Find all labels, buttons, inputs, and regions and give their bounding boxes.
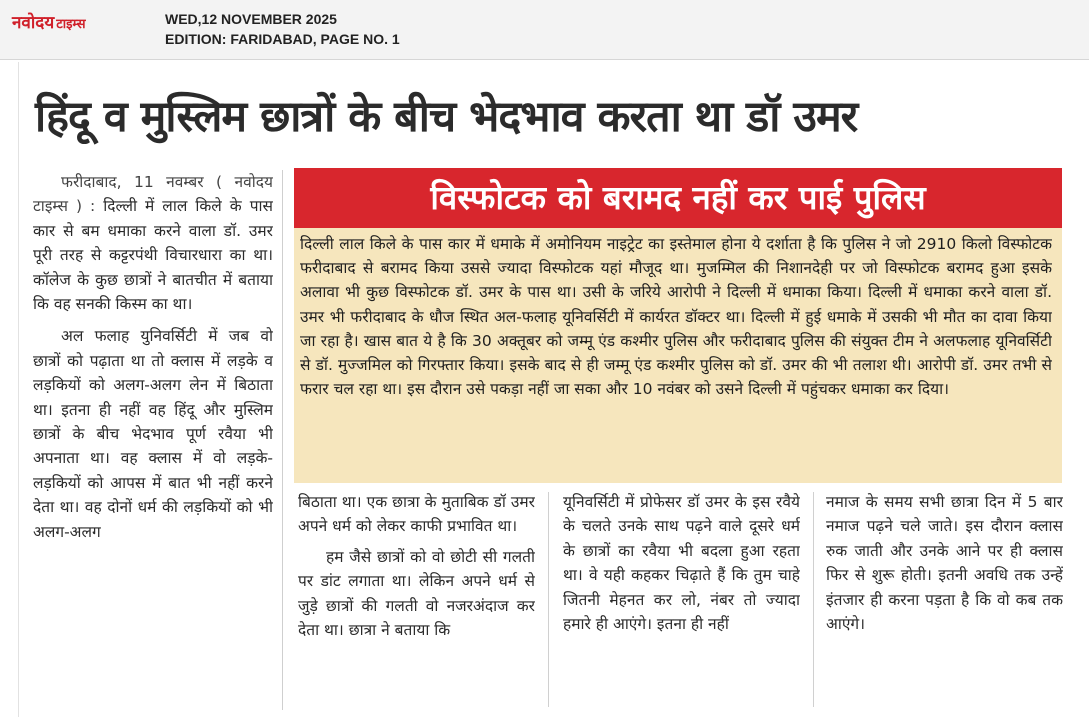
column4-p1: नमाज के समय सभी छात्रा दिन में 5 बार नमाज पढ़ने चले जाते। इस दौरान क्लास रुक जाती और उनके आने पर ही क्लास फिर से शुरू होती। इतनी अवधि तक उन्हें इंतजार ही करना पड़ता है कि वो कब तक आएंगे। bbox=[826, 493, 1063, 634]
main-headline: हिंदू व मुस्लिम छात्रों के बीच भेदभाव करता था डॉ उमर bbox=[35, 92, 858, 142]
sidebar-body-text: दिल्ली लाल किले के पास कार में धमाके में अमोनियम नाइट्रेट का इस्तेमाल होना ये दर्शाता है कि पुलिस ने जो 2910 किलो विस्फोटक फरीदाबाद से बरामद किया उससे ज्यादा विस्फोटक यहां मौजूद था। मुजम्मिल की निशानदेही पर जो विस्फोटक बरामद हुआ इसके अलावा भी कुछ विस्फोटक डॉ. उमर के पास था। उसी के जरिये आरोपी ने दिल्ली में धमाका किया। दिल्ली में धमाका करने वाला डॉ. उमर भी फरीदाबाद के धौज स्थित अल-फलाह यूनिवर्सिटी में कार्यरत डॉक्टर था। दिल्ली में हुई धमाके में उसकी भी मौत का दावा किया जा रहा है। खास बात ये है कि 30 अक्तूबर को जम्मू एंड कश्मीर पुलिस और फरीदाबाद पुलिस की संयुक्त टीम ने अलफलाह यूनिवर्सिटी से डॉ. मुज्जमिल को गिरफ्तार किया। इसके बाद से ही जम्मू एंड कश्मीर पुलिस को डॉ. उमर की भी तलाश थी। आरोपी डॉ. उमर तभी से फरार चल रहा था। इस दौरान उसे पकड़ा नहीं जा सका और 10 नवंबर को उसने दिल्ली में पहुंचकर धमाका कर दिया। bbox=[300, 235, 1052, 399]
column1-p1: दिल्ली में लाल किले के पास कार से बम धमाका करने वाला डॉ. उमर पूरी तरह से कट्टरपंथी विचारधारा का था। कॉलेज के कुछ छात्रों ने बातचीत में बताया कि वह सनकी किस्म का था। bbox=[33, 197, 273, 314]
article-column-4 bbox=[826, 490, 1063, 710]
logo-suffix: टाइम्स bbox=[56, 17, 86, 32]
column-divider bbox=[548, 492, 549, 707]
issue-date: WED,12 NOVEMBER 2025 bbox=[165, 11, 337, 27]
sidebar-headline: विस्फोटक को बरामद नहीं कर पाई पुलिस bbox=[430, 178, 926, 217]
article-column-3 bbox=[563, 490, 800, 710]
edition-info bbox=[165, 9, 400, 49]
column1-first-paragraph bbox=[33, 170, 273, 316]
column-divider bbox=[813, 492, 814, 707]
newspaper-logo[interactable] bbox=[12, 10, 86, 34]
column3-p1: यूनिवर्सिटी में प्रोफेसर डॉ उमर के इस रवैये के चलते उनके साथ पढ़ने वाले दूसरे धर्म के छात्रों का रवैया भी बदला हुआ रहता था। वे यही कहकर चिढ़ाते हैं कि तुम चाहे जितनी मेहनत कर लो, नंबर तो ज्यादा हमारे ही आएंगे। इतना ही नहीं bbox=[563, 493, 800, 634]
column-divider bbox=[282, 170, 283, 710]
edition-page: EDITION: FARIDABAD, PAGE NO. 1 bbox=[165, 31, 400, 47]
column1-p2: अल फलाह युनिवर्सिटी में जब वो छात्रों को पढ़ाता था तो क्लास में लड़के व लड़कियों को अलग-अलग लेन में बिठाता था। इतना ही नहीं वह हिंदू और मुस्लिम छात्रों के बीच भेदभाव पूर्ण रवैया भी अपनाता था। वह क्लास में वो लड़के-लड़कियों को आपस में बात भी नहीं करने देता था। वह दोनों धर्म की लड़कियों को भी अलग-अलग bbox=[33, 327, 273, 541]
dateline: फरीदाबाद, 11 नवम्बर ( नवोदय टाइम्स ) : bbox=[33, 173, 273, 216]
column2-p2: हम जैसे छात्रों को वो छोटी सी गलती पर डांट लगाता था। लेकिन अपने धर्म से जुड़े छात्रों की गलती वो नजरअंदाज कर देता था। छात्रा ने बताया कि bbox=[298, 547, 535, 640]
logo-main: नवोदय bbox=[12, 13, 55, 33]
article-column-1 bbox=[33, 170, 273, 710]
article-column-2 bbox=[298, 490, 535, 710]
top-header-bar bbox=[0, 0, 1089, 60]
sidebar-headline-bar bbox=[294, 168, 1062, 228]
column2-p1: बिठाता था। एक छात्रा के मुताबिक डॉ उमर अपने धर्म को लेकर काफी प्रभावित था। bbox=[298, 493, 535, 536]
